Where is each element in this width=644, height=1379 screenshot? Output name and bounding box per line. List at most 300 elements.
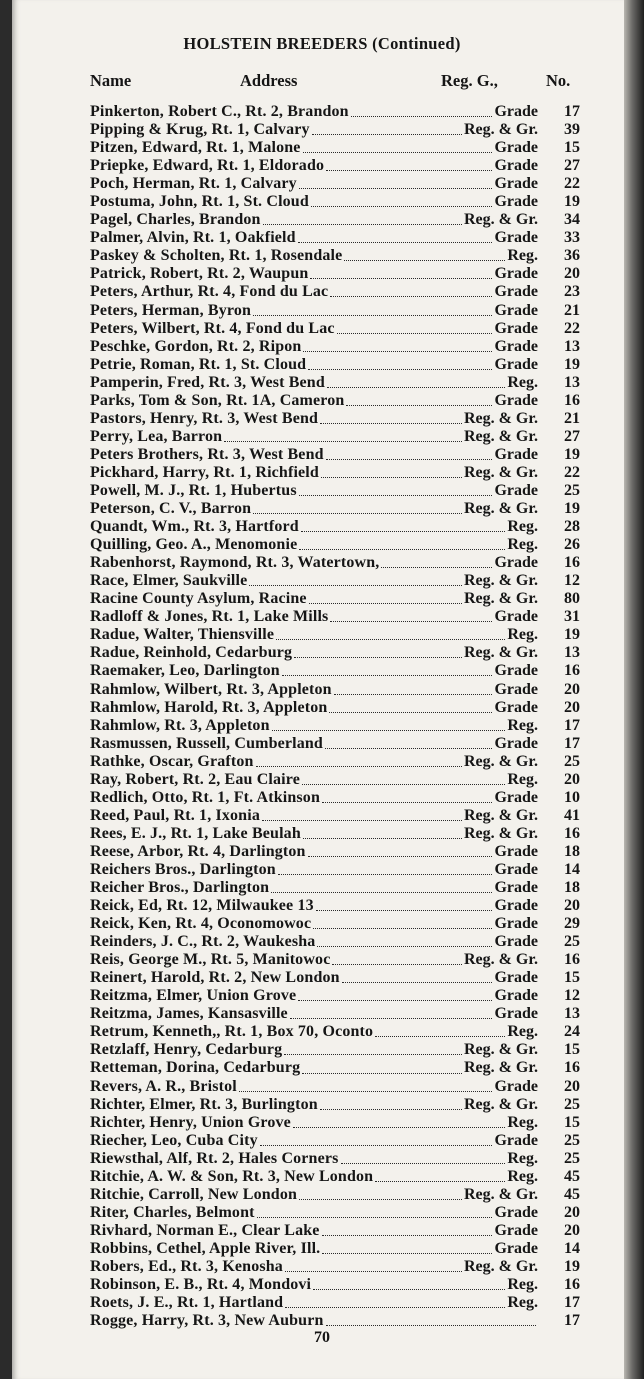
herd-count: 15 bbox=[564, 1113, 580, 1131]
leader-dots bbox=[381, 566, 492, 568]
herd-count: 19 bbox=[564, 626, 580, 644]
entry-line bbox=[90, 626, 538, 644]
leader-dots bbox=[332, 963, 461, 965]
breeder-name-address: Rees, E. J., Rt. 1, Lake Beulah bbox=[90, 824, 301, 842]
leader-dots bbox=[322, 1234, 493, 1236]
breeder-name-address: Rabenhorst, Raymond, Rt. 3, Watertown, bbox=[90, 554, 380, 572]
breeder-name-address: Reicher Bros., Darlington bbox=[90, 879, 270, 897]
list-item bbox=[0, 1150, 644, 1168]
leader-dots bbox=[303, 350, 492, 352]
breeder-name-address: Richter, Henry, Union Grove bbox=[90, 1113, 291, 1131]
entry-line bbox=[90, 987, 538, 1005]
breeder-name-address: Peters, Arthur, Rt. 4, Fond du Lac bbox=[90, 283, 329, 301]
entry-line bbox=[90, 915, 538, 933]
registration-grade: Grade bbox=[494, 860, 538, 878]
herd-count: 19 bbox=[564, 355, 580, 373]
leader-dots bbox=[334, 693, 493, 695]
entry-line bbox=[90, 320, 538, 338]
leader-dots bbox=[310, 277, 492, 279]
entry-line bbox=[90, 392, 538, 410]
list-item bbox=[0, 915, 644, 933]
list-item bbox=[0, 825, 644, 843]
registration-grade: Grade bbox=[494, 915, 538, 933]
registration-grade: Reg. bbox=[507, 373, 538, 391]
entry-line bbox=[90, 428, 538, 446]
breeder-name-address: Pickhard, Harry, Rt. 1, Richfield bbox=[90, 463, 319, 481]
herd-count: 80 bbox=[564, 590, 580, 608]
herd-count: 20 bbox=[564, 770, 580, 788]
entry-line bbox=[90, 464, 538, 482]
list-item bbox=[0, 229, 644, 247]
herd-count: 25 bbox=[564, 1095, 580, 1113]
registration-grade: Reg. bbox=[507, 247, 538, 265]
breeder-name-address: Reick, Ed, Rt. 12, Milwaukee 13 bbox=[90, 897, 314, 915]
entry-line bbox=[90, 699, 538, 717]
leader-dots bbox=[298, 999, 492, 1001]
registration-grade: Reg. & Gr. bbox=[463, 463, 538, 481]
registration-grade: Reg. bbox=[507, 770, 538, 788]
list-item bbox=[0, 139, 644, 157]
herd-count: 20 bbox=[564, 698, 580, 716]
leader-dots bbox=[330, 620, 492, 622]
breeder-name-address: Postuma, John, Rt. 1, St. Cloud bbox=[90, 193, 309, 211]
leader-dots bbox=[325, 747, 492, 749]
list-item bbox=[0, 410, 644, 428]
list-item bbox=[0, 1023, 644, 1041]
list-item bbox=[0, 1078, 644, 1096]
breeder-name-address: Reese, Arbor, Rt. 4, Darlington bbox=[90, 842, 306, 860]
leader-dots bbox=[282, 674, 493, 676]
leader-dots bbox=[302, 783, 505, 785]
leader-dots bbox=[253, 314, 492, 316]
registration-grade: Grade bbox=[494, 157, 538, 175]
list-item bbox=[0, 789, 644, 807]
breeder-name-address: Pagel, Charles, Brandon bbox=[90, 211, 261, 229]
herd-count: 25 bbox=[564, 1131, 580, 1149]
breeder-name-address: Rahmlow, Harold, Rt. 3, Appleton bbox=[90, 698, 328, 716]
breeder-name-address: Peters, Wilbert, Rt. 4, Fond du Lac bbox=[90, 319, 335, 337]
list-item bbox=[0, 969, 644, 987]
breeder-name-address: Revers, A. R., Bristol bbox=[90, 1077, 237, 1095]
leader-dots bbox=[308, 368, 492, 370]
herd-count: 20 bbox=[564, 1077, 580, 1095]
herd-count: 25 bbox=[564, 752, 580, 770]
breeder-name-address: Reichers Bros., Darlington bbox=[90, 860, 276, 878]
entry-line bbox=[90, 1005, 538, 1023]
breeder-name-address: Rasmussen, Russell, Cumberland bbox=[90, 734, 323, 752]
leader-dots bbox=[299, 548, 505, 550]
entry-line bbox=[90, 825, 538, 843]
leader-dots bbox=[375, 1180, 505, 1182]
list-item bbox=[0, 753, 644, 771]
registration-grade: Reg. & Gr. bbox=[463, 1258, 538, 1275]
list-item bbox=[0, 699, 644, 717]
entry-line bbox=[90, 753, 538, 771]
herd-count: 22 bbox=[564, 175, 580, 193]
breeder-name-address: Redlich, Otto, Rt. 1, Ft. Atkinson bbox=[90, 788, 320, 806]
herd-count: 15 bbox=[564, 969, 580, 987]
herd-count: 17 bbox=[564, 1312, 580, 1330]
list-item bbox=[0, 518, 644, 536]
list-item bbox=[0, 1168, 644, 1186]
registration-grade: Reg. bbox=[507, 518, 538, 536]
breeder-name-address: Peterson, C. V., Barron bbox=[90, 500, 252, 518]
breeder-list bbox=[0, 103, 644, 1330]
herd-count: 17 bbox=[564, 734, 580, 752]
entry-line bbox=[90, 771, 538, 789]
leader-dots bbox=[256, 765, 462, 767]
herd-count: 20 bbox=[564, 265, 580, 283]
list-item bbox=[0, 1312, 644, 1330]
entry-line bbox=[90, 879, 538, 897]
list-item bbox=[0, 717, 644, 735]
leader-dots bbox=[294, 656, 462, 658]
herd-count: 17 bbox=[564, 716, 580, 734]
breeder-name-address: Peters, Herman, Byron bbox=[90, 301, 252, 319]
list-item bbox=[0, 1041, 644, 1059]
registration-grade: Grade bbox=[494, 301, 538, 319]
registration-grade: Grade bbox=[494, 139, 538, 157]
leader-dots bbox=[301, 530, 506, 532]
list-item bbox=[0, 644, 644, 662]
leader-dots bbox=[327, 386, 505, 388]
registration-grade: Grade bbox=[494, 481, 538, 499]
breeder-name-address: Poch, Herman, Rt. 1, Calvary bbox=[90, 175, 297, 193]
list-item bbox=[0, 1222, 644, 1240]
registration-grade: Grade bbox=[494, 969, 538, 987]
leader-dots bbox=[299, 1198, 462, 1200]
entry-line bbox=[90, 681, 538, 699]
entry-line bbox=[90, 735, 538, 753]
herd-count: 21 bbox=[564, 301, 580, 319]
leader-dots bbox=[284, 1053, 462, 1055]
registration-grade: Reg. bbox=[507, 1023, 538, 1041]
registration-grade: Reg. & Gr. bbox=[463, 824, 538, 842]
list-item bbox=[0, 1132, 644, 1150]
breeder-name-address: Patrick, Robert, Rt. 2, Waupun bbox=[90, 265, 309, 283]
registration-grade: Reg. & Gr. bbox=[463, 211, 538, 229]
registration-grade: Reg. bbox=[507, 1167, 538, 1185]
leader-dots bbox=[293, 1126, 505, 1128]
entry-line bbox=[90, 247, 538, 265]
breeder-name-address: Riter, Charles, Belmont bbox=[90, 1203, 255, 1221]
breeder-name-address: Raemaker, Leo, Darlington bbox=[90, 662, 280, 680]
herd-count: 34 bbox=[564, 211, 580, 229]
page-number: 70 bbox=[314, 1329, 330, 1346]
breeder-name-address: Reitzma, Elmer, Union Grove bbox=[90, 987, 297, 1005]
entry-line bbox=[90, 1222, 538, 1240]
leader-dots bbox=[312, 133, 462, 135]
entry-line bbox=[90, 139, 538, 157]
entry-line bbox=[90, 536, 538, 554]
registration-grade: Grade bbox=[494, 987, 538, 1005]
leader-dots bbox=[375, 1035, 505, 1037]
herd-count: 17 bbox=[564, 1294, 580, 1312]
entry-line bbox=[90, 1096, 538, 1114]
breeder-name-address: Priepke, Edward, Rt. 1, Eldorado bbox=[90, 157, 325, 175]
registration-grade: Reg. & Gr. bbox=[463, 500, 538, 518]
list-item bbox=[0, 247, 644, 265]
registration-grade: Grade bbox=[494, 229, 538, 247]
entry-line bbox=[90, 608, 538, 626]
entry-line bbox=[90, 302, 538, 320]
registration-grade: Grade bbox=[494, 1077, 538, 1095]
entry-line bbox=[90, 193, 538, 211]
breeder-name-address: Rogge, Harry, Rt. 3, New Auburn bbox=[90, 1312, 324, 1330]
registration-grade: Reg. bbox=[507, 716, 538, 734]
registration-grade: Reg. & Gr. bbox=[463, 951, 538, 969]
leader-dots bbox=[239, 1090, 493, 1092]
entry-line bbox=[90, 644, 538, 662]
list-item bbox=[0, 735, 644, 753]
entry-line bbox=[90, 1294, 538, 1312]
entry-line bbox=[90, 1041, 538, 1059]
entry-line bbox=[90, 374, 538, 392]
leader-dots bbox=[290, 1017, 493, 1019]
list-item bbox=[0, 1294, 644, 1312]
herd-count: 45 bbox=[564, 1185, 580, 1203]
breeder-name-address: Rahmlow, Wilbert, Rt. 3, Appleton bbox=[90, 680, 332, 698]
entry-line bbox=[90, 807, 538, 825]
herd-count: 31 bbox=[564, 608, 580, 626]
breeder-name-address: Richter, Elmer, Rt. 3, Burlington bbox=[90, 1095, 318, 1113]
registration-grade: Grade bbox=[494, 103, 538, 120]
herd-count: 19 bbox=[564, 500, 580, 518]
herd-count: 18 bbox=[564, 842, 580, 860]
herd-count: 19 bbox=[564, 1258, 580, 1275]
registration-grade: Reg. & Gr. bbox=[463, 427, 538, 445]
entry-line bbox=[90, 590, 538, 608]
leader-dots bbox=[313, 1288, 505, 1290]
herd-count: 15 bbox=[564, 139, 580, 157]
leader-dots bbox=[313, 927, 492, 929]
herd-count: 23 bbox=[564, 283, 580, 301]
leader-dots bbox=[326, 169, 492, 171]
list-item bbox=[0, 843, 644, 861]
leader-dots bbox=[302, 1072, 462, 1074]
entry-line bbox=[90, 121, 538, 139]
entry-line bbox=[90, 1150, 538, 1168]
breeder-name-address: Ritchie, A. W. & Son, Rt. 3, New London bbox=[90, 1167, 374, 1185]
leader-dots bbox=[320, 422, 462, 424]
leader-dots bbox=[309, 602, 462, 604]
breeder-name-address: Ritchie, Carroll, New London bbox=[90, 1185, 298, 1203]
breeder-name-address: Roets, J. E., Rt. 1, Hartland bbox=[90, 1294, 284, 1312]
list-item bbox=[0, 897, 644, 915]
entry-line bbox=[90, 338, 538, 356]
herd-count: 22 bbox=[564, 463, 580, 481]
entry-line bbox=[90, 265, 538, 283]
entry-line bbox=[90, 897, 538, 915]
herd-count: 25 bbox=[564, 481, 580, 499]
leader-dots bbox=[263, 223, 462, 225]
breeder-name-address: Parks, Tom & Son, Rt. 1A, Cameron bbox=[90, 391, 345, 409]
entry-line bbox=[90, 229, 538, 247]
breeder-name-address: Rahmlow, Rt. 3, Appleton bbox=[90, 716, 270, 734]
list-item bbox=[0, 374, 644, 392]
registration-grade: Grade bbox=[494, 680, 538, 698]
entry-line bbox=[90, 211, 538, 229]
breeder-name-address: Robinson, E. B., Rt. 4, Mondovi bbox=[90, 1276, 312, 1294]
registration-grade: Reg. bbox=[507, 1113, 538, 1131]
registration-grade: Grade bbox=[494, 1239, 538, 1257]
leader-dots bbox=[311, 205, 493, 207]
leader-dots bbox=[322, 1252, 492, 1254]
entry-line bbox=[90, 1276, 538, 1294]
herd-count: 13 bbox=[564, 644, 580, 662]
leader-dots bbox=[299, 494, 493, 496]
breeder-name-address: Reinert, Harold, Rt. 2, New London bbox=[90, 969, 340, 987]
herd-count: 16 bbox=[564, 391, 580, 409]
leader-dots bbox=[346, 404, 492, 406]
list-item bbox=[0, 662, 644, 680]
herd-count: 24 bbox=[564, 1023, 580, 1041]
leader-dots bbox=[303, 837, 462, 839]
column-header-reg-grade: Reg. G., bbox=[441, 71, 498, 90]
list-item bbox=[0, 879, 644, 897]
breeder-name-address: Riecher, Leo, Cuba City bbox=[90, 1131, 258, 1149]
breeder-name-address: Rivhard, Norman E., Clear Lake bbox=[90, 1221, 320, 1239]
breeder-name-address: Robers, Ed., Rt. 3, Kenosha bbox=[90, 1258, 283, 1275]
herd-count: 16 bbox=[564, 1059, 580, 1077]
page-title: HOLSTEIN BREEDERS (Continued) bbox=[183, 34, 461, 53]
entry-line bbox=[90, 717, 538, 735]
breeder-name-address: Palmer, Alvin, Rt. 1, Oakfield bbox=[90, 229, 296, 247]
registration-grade: Grade bbox=[494, 445, 538, 463]
herd-count: 33 bbox=[564, 229, 580, 247]
entry-line bbox=[90, 1258, 538, 1276]
registration-grade: Reg. & Gr. bbox=[463, 409, 538, 427]
column-header-number: No. bbox=[546, 71, 571, 90]
list-item bbox=[0, 265, 644, 283]
entry-line bbox=[90, 1114, 538, 1132]
leader-dots bbox=[321, 476, 462, 478]
registration-grade: Grade bbox=[494, 355, 538, 373]
entry-line bbox=[90, 500, 538, 518]
breeder-name-address: Pamperin, Fred, Rt. 3, West Bend bbox=[90, 373, 325, 391]
list-item bbox=[0, 807, 644, 825]
registration-grade: Grade bbox=[494, 283, 538, 301]
leader-dots bbox=[224, 440, 462, 442]
registration-grade: Grade bbox=[494, 662, 538, 680]
entry-line bbox=[90, 518, 538, 536]
list-item bbox=[0, 121, 644, 139]
list-item bbox=[0, 482, 644, 500]
leader-dots bbox=[320, 1108, 462, 1110]
herd-count: 19 bbox=[564, 445, 580, 463]
column-header-address: Address bbox=[240, 71, 298, 90]
leader-dots bbox=[249, 584, 462, 586]
entry-line bbox=[90, 1023, 538, 1041]
list-item bbox=[0, 1096, 644, 1114]
leader-dots bbox=[271, 891, 492, 893]
registration-grade: Grade bbox=[494, 698, 538, 716]
leader-dots bbox=[322, 801, 492, 803]
breeder-name-address: Reed, Paul, Rt. 1, Ixonia bbox=[90, 806, 260, 824]
list-item bbox=[0, 951, 644, 969]
list-item bbox=[0, 302, 644, 320]
leader-dots bbox=[329, 711, 492, 713]
registration-grade: Grade bbox=[494, 319, 538, 337]
registration-grade: Reg. bbox=[507, 626, 538, 644]
breeder-name-address: Pastors, Henry, Rt. 3, West Bend bbox=[90, 409, 319, 427]
registration-grade: Reg. & Gr. bbox=[463, 806, 538, 824]
leader-dots bbox=[285, 1306, 505, 1308]
breeder-name-address: Racine County Asylum, Racine bbox=[90, 590, 307, 608]
breeder-name-address: Robbins, Cethel, Apple River, Ill. bbox=[90, 1239, 321, 1257]
list-item bbox=[0, 554, 644, 572]
entry-line bbox=[90, 969, 538, 987]
registration-grade: Reg. & Gr. bbox=[463, 1059, 538, 1077]
list-item bbox=[0, 356, 644, 374]
entry-line bbox=[90, 843, 538, 861]
registration-grade: Reg. & Gr. bbox=[463, 572, 538, 590]
entry-line bbox=[90, 103, 538, 121]
herd-count: 16 bbox=[564, 554, 580, 572]
herd-count: 19 bbox=[564, 193, 580, 211]
herd-count: 41 bbox=[564, 806, 580, 824]
entry-line bbox=[90, 482, 538, 500]
breeder-name-address: Reick, Ken, Rt. 4, Oconomowoc bbox=[90, 915, 312, 933]
registration-grade: Grade bbox=[494, 337, 538, 355]
herd-count: 12 bbox=[564, 572, 580, 590]
herd-count: 20 bbox=[564, 1221, 580, 1239]
breeder-name-address: Ray, Robert, Rt. 2, Eau Claire bbox=[90, 770, 300, 788]
entry-line bbox=[90, 1186, 538, 1204]
list-item bbox=[0, 392, 644, 410]
leader-dots bbox=[278, 873, 493, 875]
entry-line bbox=[90, 446, 538, 464]
list-item bbox=[0, 1186, 644, 1204]
breeder-name-address: Race, Elmer, Saukville bbox=[90, 572, 248, 590]
breeder-name-address: Quilling, Geo. A., Menomonie bbox=[90, 536, 298, 554]
list-item bbox=[0, 536, 644, 554]
herd-count: 45 bbox=[564, 1167, 580, 1185]
entry-line bbox=[90, 951, 538, 969]
list-item bbox=[0, 1005, 644, 1023]
registration-grade: Reg. & Gr. bbox=[463, 1041, 538, 1059]
herd-count: 22 bbox=[564, 319, 580, 337]
column-header-name: Name bbox=[90, 71, 132, 90]
registration-grade: Grade bbox=[494, 391, 538, 409]
breeder-name-address: Retteman, Dorina, Cedarburg bbox=[90, 1059, 301, 1077]
registration-grade: Grade bbox=[494, 193, 538, 211]
entry-line bbox=[90, 1168, 538, 1186]
registration-grade: Grade bbox=[494, 1221, 538, 1239]
list-item bbox=[0, 1204, 644, 1222]
list-item bbox=[0, 771, 644, 789]
list-item bbox=[0, 861, 644, 879]
entry-line bbox=[90, 283, 538, 301]
leader-dots bbox=[285, 1270, 462, 1272]
breeder-name-address: Retzlaff, Henry, Cedarburg bbox=[90, 1041, 283, 1059]
breeder-name-address: Peters Brothers, Rt. 3, West Bend bbox=[90, 445, 324, 463]
leader-dots bbox=[303, 151, 493, 153]
list-item bbox=[0, 1258, 644, 1276]
breeder-name-address: Powell, M. J., Rt. 1, Hubertus bbox=[90, 481, 297, 499]
breeder-name-address: Reinders, J. C., Rt. 2, Waukesha bbox=[90, 933, 316, 951]
list-item bbox=[0, 681, 644, 699]
entry-line bbox=[90, 789, 538, 807]
registration-grade: Grade bbox=[494, 1005, 538, 1023]
list-item bbox=[0, 175, 644, 193]
list-item bbox=[0, 987, 644, 1005]
breeder-name-address: Peschke, Gordon, Rt. 2, Ripon bbox=[90, 337, 302, 355]
entry-line bbox=[90, 1312, 538, 1330]
list-item bbox=[0, 500, 644, 518]
herd-count: 20 bbox=[564, 897, 580, 915]
list-item bbox=[0, 157, 644, 175]
